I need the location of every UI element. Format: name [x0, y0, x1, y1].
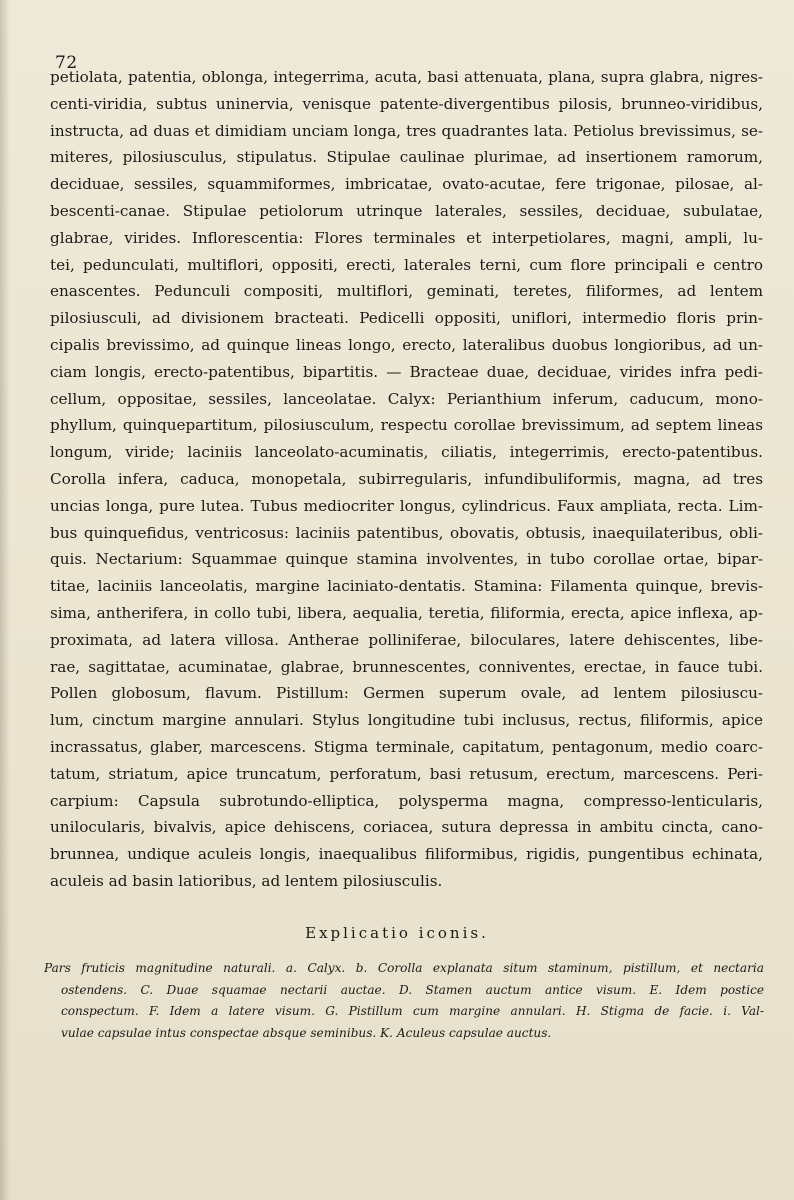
text-line: sima, antherifera, in collo tubi, libera, aequalia, teretia, filiformia, erecta, apice inflexa, ap-: [50, 603, 763, 622]
caption-line: vulae capsulae intus conspectae absque seminibus. K. Aculeus capsulae auctus.: [61, 1025, 552, 1040]
page-number: 72: [55, 53, 78, 73]
text-line: petiolata, patentia, oblonga, integerrima, acuta, basi attenuata, plana, supra glabra, nigres-: [50, 68, 763, 86]
text-line: cipalis brevissimo, ad quinque lineas longo, erecto, lateralibus duobus longioribus, ad un-: [50, 335, 763, 354]
text-line: tei, pedunculati, multiflori, oppositi, erecti, laterales terni, cum flore principali e centro: [50, 255, 763, 274]
text-line: deciduae, sessiles, squammiformes, imbricatae, ovato-acutae, fere trigonae, pilosae, al-: [50, 175, 763, 194]
explanation-heading: Explicatio iconis.: [305, 924, 489, 942]
text-line: pilosiusculi, ad divisionem bracteati. Pedicelli oppositi, uniflori, intermedio floris prin-: [50, 309, 763, 328]
text-line: unilocularis, bivalvis, apice dehiscens, coriacea, sutura depressa in ambitu cincta, cano-: [50, 818, 763, 837]
caption-line: conspectum. F. Idem a latere visum. G. Pistillum cum margine annulari. H. Stigma de facie. i. Val-: [61, 1004, 764, 1018]
text-line: centi-viridia, subtus uninervia, venisque patente-divergentibus pilosis, brunneo-viridibus,: [50, 94, 763, 113]
text-line: uncias longa, pure lutea. Tubus mediocriter longus, cylindricus. Faux ampliata, recta. Lim-: [50, 496, 763, 515]
text-line: ciam longis, erecto-patentibus, bipartitis. — Bracteae duae, deciduae, virides infra pedi-: [50, 362, 763, 381]
text-line: phyllum, quinquepartitum, pilosiusculum, respectu corollae brevissimum, ad septem lineas: [50, 416, 763, 435]
page-edge-shadow: [0, 0, 10, 1200]
text-line: tatum, striatum, apice truncatum, perforatum, basi retusum, erectum, marcescens. Peri-: [50, 764, 763, 783]
text-line: quis. Nectarium: Squammae quinque stamina involventes, in tubo corollae ortae, bipar-: [50, 550, 763, 569]
botanical-description: [50, 64, 763, 895]
text-line: bus quinquefidus, ventricosus: laciniis patentibus, obovatis, obtusis, inaequilateribus, obli-: [50, 523, 763, 542]
text-line: titae, laciniis lanceolatis, margine laciniato-dentatis. Stamina: Filamenta quinque, brevis-: [50, 577, 763, 596]
text-line: aculeis ad basin latioribus, ad lentem pilosiusculis.: [50, 871, 443, 890]
figure-caption: [44, 958, 764, 1044]
text-line: Pollen globosum, flavum. Pistillum: Germen superum ovale, ad lentem pilosiuscu-: [50, 684, 763, 703]
text-line: longum, viride; laciniis lanceolato-acuminatis, ciliatis, integerrimis, erecto-patentibus.: [50, 443, 763, 462]
text-line: proximata, ad latera villosa. Antherae polliniferae, biloculares, latere dehiscentes, libe-: [50, 630, 763, 649]
text-line: cellum, oppositae, sessiles, lanceolatae. Calyx: Perianthium inferum, caducum, mono-: [50, 389, 763, 408]
text-line: instructa, ad duas et dimidiam unciam longa, tres quadrantes lata. Petiolus brevissimus, se-: [50, 121, 763, 140]
text-line: lum, cinctum margine annulari. Stylus longitudine tubi inclusus, rectus, filiformis, apice: [50, 711, 763, 730]
caption-line: Pars fruticis magnitudine naturali. a. Calyx. b. Corolla explanata situm staminum, pistillum, et nectaria: [44, 961, 764, 975]
text-line: rae, sagittatae, acuminatae, glabrae, brunnescentes, conniventes, erectae, in fauce tubi.: [50, 657, 763, 676]
caption-line: ostendens. C. Duae squamae nectarii auctae. D. Stamen auctum antice visum. E. Idem postice: [61, 982, 764, 997]
text-line: Corolla infera, caduca, monopetala, subirregularis, infundibuliformis, magna, ad tres: [50, 469, 763, 488]
text-line: brunnea, undique aculeis longis, inaequalibus filiformibus, rigidis, pungentibus echinata,: [50, 845, 763, 864]
text-line: bescenti-canae. Stipulae petiolorum utrinque laterales, sessiles, deciduae, subulatae,: [50, 201, 763, 220]
text-line: carpium: Capsula subrotundo-elliptica, polysperma magna, compresso-lenticularis,: [50, 791, 763, 810]
text-line: incrassatus, glaber, marcescens. Stigma terminale, capitatum, pentagonum, medio coarc-: [50, 737, 763, 756]
text-line: miteres, pilosiusculus, stipulatus. Stipulae caulinae plurimae, ad insertionem ramorum,: [50, 148, 763, 167]
text-line: glabrae, virides. Inflorescentia: Flores terminales et interpetiolares, magni, ampli, lu-: [50, 228, 763, 247]
text-line: enascentes. Pedunculi compositi, multiflori, geminati, teretes, filiformes, ad lentem: [50, 282, 763, 301]
